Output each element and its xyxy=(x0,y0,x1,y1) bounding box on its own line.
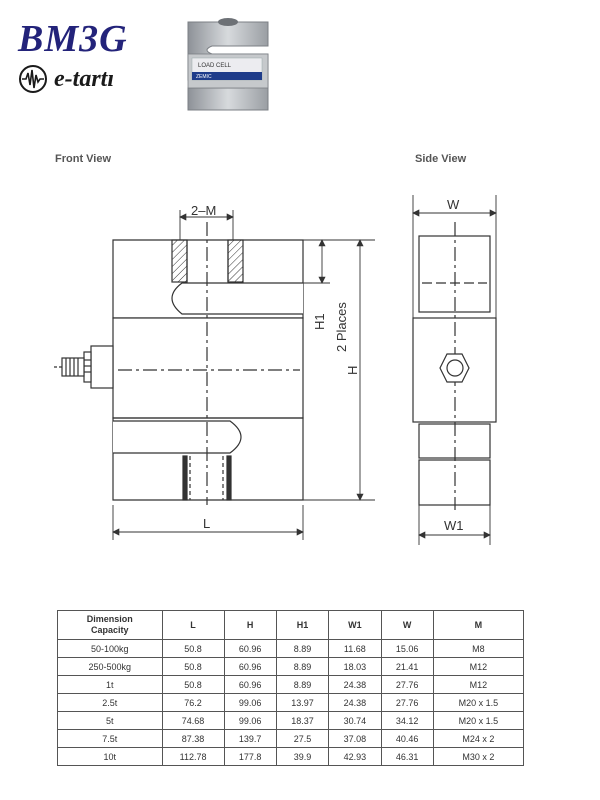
dim-h1-label: H1 xyxy=(312,313,327,330)
capacity-cell: 250-500kg xyxy=(58,658,163,676)
table-cell: 60.96 xyxy=(224,640,276,658)
dim-h-label: H xyxy=(345,365,360,375)
capacity-cell: 2.5t xyxy=(58,694,163,712)
table-cell: 42.93 xyxy=(329,748,381,766)
header-l: L xyxy=(162,611,224,640)
photo-label-load-cell: LOAD CELL xyxy=(198,63,232,69)
table-cell: 18.03 xyxy=(329,658,381,676)
side-view-drawing xyxy=(413,222,496,510)
table-cell: 76.2 xyxy=(162,694,224,712)
header-m: M xyxy=(433,611,523,640)
table-cell: 46.31 xyxy=(381,748,433,766)
table-cell: 99.06 xyxy=(224,712,276,730)
table-cell: M24 x 2 xyxy=(433,730,523,748)
header-h1: H1 xyxy=(276,611,328,640)
front-view-label: Front View xyxy=(55,153,112,165)
table-cell: 60.96 xyxy=(224,676,276,694)
table-cell: 50.8 xyxy=(162,640,224,658)
table-cell: 60.96 xyxy=(224,658,276,676)
table-row xyxy=(58,748,524,766)
dim-l-label: L xyxy=(203,516,211,531)
table-cell: 50.8 xyxy=(162,658,224,676)
table-cell: 30.74 xyxy=(329,712,381,730)
table-cell: 15.06 xyxy=(381,640,433,658)
table-row xyxy=(58,640,524,658)
capacity-cell: 5t xyxy=(58,712,163,730)
brand-subtitle: e-tartı xyxy=(54,65,114,92)
table-cell: 24.38 xyxy=(329,694,381,712)
capacity-cell: 1t xyxy=(58,676,163,694)
header-dimension: Dimension xyxy=(86,614,133,624)
header-w1: W1 xyxy=(329,611,381,640)
hex-nut-icon xyxy=(440,354,469,382)
table-row xyxy=(58,712,524,730)
table-cell: 24.38 xyxy=(329,676,381,694)
dimension-table xyxy=(57,610,524,766)
table-cell: 87.38 xyxy=(162,730,224,748)
table-cell: 39.9 xyxy=(276,748,328,766)
front-middle-block xyxy=(113,318,303,418)
table-cell: 27.5 xyxy=(276,730,328,748)
brand-title: BM3G xyxy=(18,18,128,60)
table-cell: 99.06 xyxy=(224,694,276,712)
dim-places-label: 2 Places xyxy=(334,302,349,352)
dim-w-label: W xyxy=(447,197,460,212)
table-row xyxy=(58,658,524,676)
front-view-drawing xyxy=(54,222,303,505)
header-h: H xyxy=(224,611,276,640)
table-cell: 139.7 xyxy=(224,730,276,748)
table-cell: 18.37 xyxy=(276,712,328,730)
table-cell: 21.41 xyxy=(381,658,433,676)
table-cell: 27.76 xyxy=(381,676,433,694)
dim-w1-label: W1 xyxy=(444,518,464,533)
table-cell: 11.68 xyxy=(329,640,381,658)
table-cell: 50.8 xyxy=(162,676,224,694)
header-dimension-capacity xyxy=(58,611,163,640)
table-cell: M20 x 1.5 xyxy=(433,694,523,712)
table-cell: 74.68 xyxy=(162,712,224,730)
table-header-row xyxy=(58,611,524,640)
table-row xyxy=(58,676,524,694)
table-cell: 37.08 xyxy=(329,730,381,748)
table-cell: 8.89 xyxy=(276,658,328,676)
table-cell: M30 x 2 xyxy=(433,748,523,766)
table-cell: 8.89 xyxy=(276,640,328,658)
table-cell: M12 xyxy=(433,658,523,676)
table-cell: 177.8 xyxy=(224,748,276,766)
capacity-cell: 50-100kg xyxy=(58,640,163,658)
header-w: W xyxy=(381,611,433,640)
table-row xyxy=(58,694,524,712)
table-row xyxy=(58,730,524,748)
table-cell: 27.76 xyxy=(381,694,433,712)
capacity-cell: 10t xyxy=(58,748,163,766)
side-view-label: Side View xyxy=(415,153,467,165)
table-cell: M12 xyxy=(433,676,523,694)
table-cell: 34.12 xyxy=(381,712,433,730)
photo-label-brand: ZEMIC xyxy=(196,74,212,80)
header-capacity: Capacity xyxy=(91,625,129,635)
table-cell: 8.89 xyxy=(276,676,328,694)
table-cell: M20 x 1.5 xyxy=(433,712,523,730)
dim-thread-label: 2–M xyxy=(191,203,217,218)
table-cell: 13.97 xyxy=(276,694,328,712)
table-cell: M8 xyxy=(433,640,523,658)
table-cell: 112.78 xyxy=(162,748,224,766)
capacity-cell: 7.5t xyxy=(58,730,163,748)
table-cell: 40.46 xyxy=(381,730,433,748)
